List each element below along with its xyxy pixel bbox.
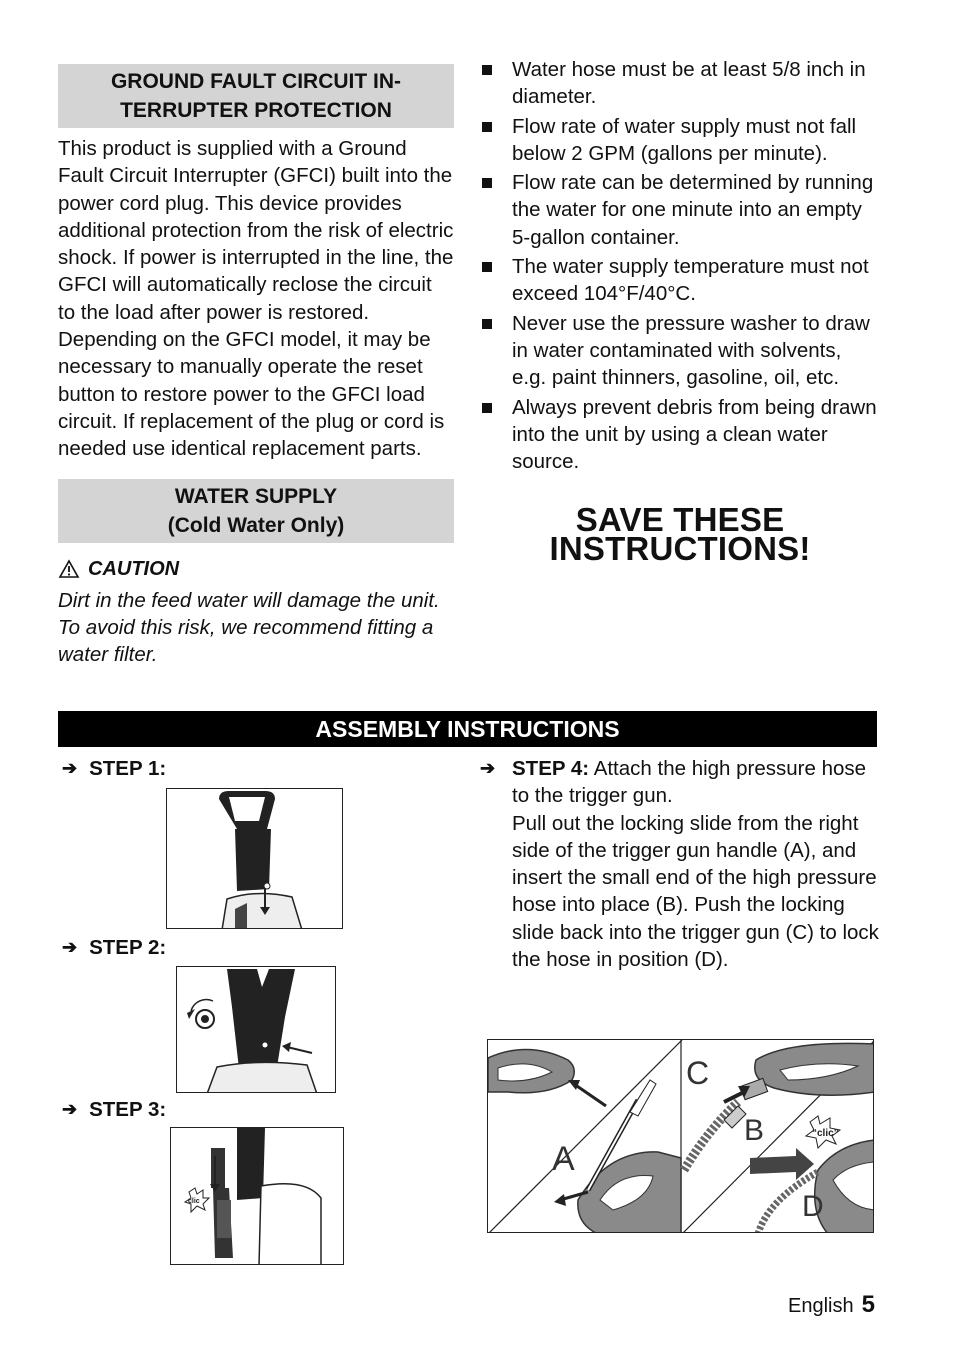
step4-label: STEP 4:	[512, 757, 590, 780]
list-item: Never use the pressure washer to draw in water contaminated with solvents, e.g. paint thinners, gasoline, oil, etc.	[480, 310, 880, 392]
left-column	[58, 64, 454, 668]
water-requirements-list	[480, 56, 880, 475]
water-supply-heading-line2: (Cold Water Only)	[167, 513, 345, 537]
arrow-right-icon: ➔	[62, 1099, 78, 1119]
gfci-heading-text: GROUND FAULT CIRCUIT IN- TERRUPTER PROTECTION	[110, 70, 402, 122]
step4-intro: Attach the high pressure hose to the trigger gun.	[512, 757, 867, 808]
footer-language: English	[788, 1295, 854, 1317]
caution-text: Dirt in the feed water will damage the unit. To avoid this risk, we recommend fitting a water filter.	[58, 588, 440, 667]
gfci-body: This product is supplied with a Ground Fault Circuit Interrupter (GFCI) built into the power cord plug. This device provides additional protection from the risk of electric shock. If power is interrupted in the line, the GFCI will automatically reclose the circuit to the load after power is restored. Depending on the GFCI model, it may be necessary to manually operate the reset button to restore power to the GFCI load circuit. If replacement of the plug or cord is needed use identical replacement parts.	[58, 137, 454, 461]
list-item: Flow rate of water supply must not fall below 2 GPM (gallons per minute).	[480, 113, 880, 168]
step4-body: Pull out the locking slide from the right side of the trigger gun handle (A), and insert the small end of the high pressure hose into place (B). Push the locking slide back into the trigger gun (C) to lock the hose in position (D).	[512, 811, 879, 972]
step4-text	[512, 755, 880, 973]
list-item: Always prevent debris from being drawn into the unit by using a clean water source.	[480, 394, 880, 476]
arrow-right-icon: ➔	[62, 937, 78, 957]
label-a: A	[552, 1140, 575, 1178]
step4-figure	[487, 1039, 874, 1233]
step3-figure	[170, 1127, 344, 1265]
list-item: Water hose must be at least 5/8 inch in diameter.	[480, 56, 880, 111]
handle-insert-illustration	[167, 789, 343, 929]
gun-holder-illustration	[171, 1128, 344, 1265]
bullet-square-icon	[480, 253, 512, 308]
step3-label: ➔ STEP 3:	[62, 1098, 167, 1121]
gfci-heading	[58, 64, 454, 128]
save-line2: INSTRUCTIONS!	[549, 530, 811, 568]
right-column	[480, 56, 880, 568]
label-c: C	[686, 1055, 710, 1091]
step4-clic-text: “clic”	[812, 1128, 839, 1139]
water-supply-heading-line1: WATER SUPPLY	[174, 484, 338, 508]
bullet-square-icon	[480, 56, 512, 111]
page-footer	[788, 1290, 875, 1321]
step1-label: ➔ STEP 1:	[62, 757, 167, 780]
step2-figure	[176, 966, 336, 1093]
arrow-right-icon: ➔	[480, 758, 496, 778]
step4-block	[480, 755, 880, 973]
bullet-square-icon	[480, 113, 512, 168]
warning-triangle-icon	[58, 559, 80, 579]
step2-label: ➔ STEP 2:	[62, 936, 167, 959]
screw-tighten-illustration	[177, 967, 336, 1093]
caution-title	[58, 555, 454, 583]
bullet-square-icon	[480, 310, 512, 392]
bullet-square-icon	[480, 394, 512, 476]
water-supply-heading	[58, 479, 454, 543]
bullet-square-icon	[480, 169, 512, 251]
label-b: B	[744, 1114, 765, 1147]
list-item: Flow rate can be determined by running the water for one minute into an empty 5-gallon container.	[480, 169, 880, 251]
step3-clic-text: clic	[188, 1198, 200, 1205]
save-instructions-title	[480, 501, 880, 568]
page-number: 5	[861, 1291, 875, 1318]
label-d: D	[802, 1190, 824, 1223]
caution-label: CAUTION	[88, 557, 180, 580]
step1-figure	[166, 788, 343, 929]
save-line1: SAVE THESE	[575, 501, 785, 539]
trigger-gun-hose-illustration	[488, 1040, 874, 1233]
arrow-right-icon: ➔	[62, 758, 78, 778]
assembly-heading: ASSEMBLY INSTRUCTIONS	[58, 711, 877, 747]
list-item: The water supply temperature must not exceed 104°F/40°C.	[480, 253, 880, 308]
step4-row	[480, 755, 880, 973]
